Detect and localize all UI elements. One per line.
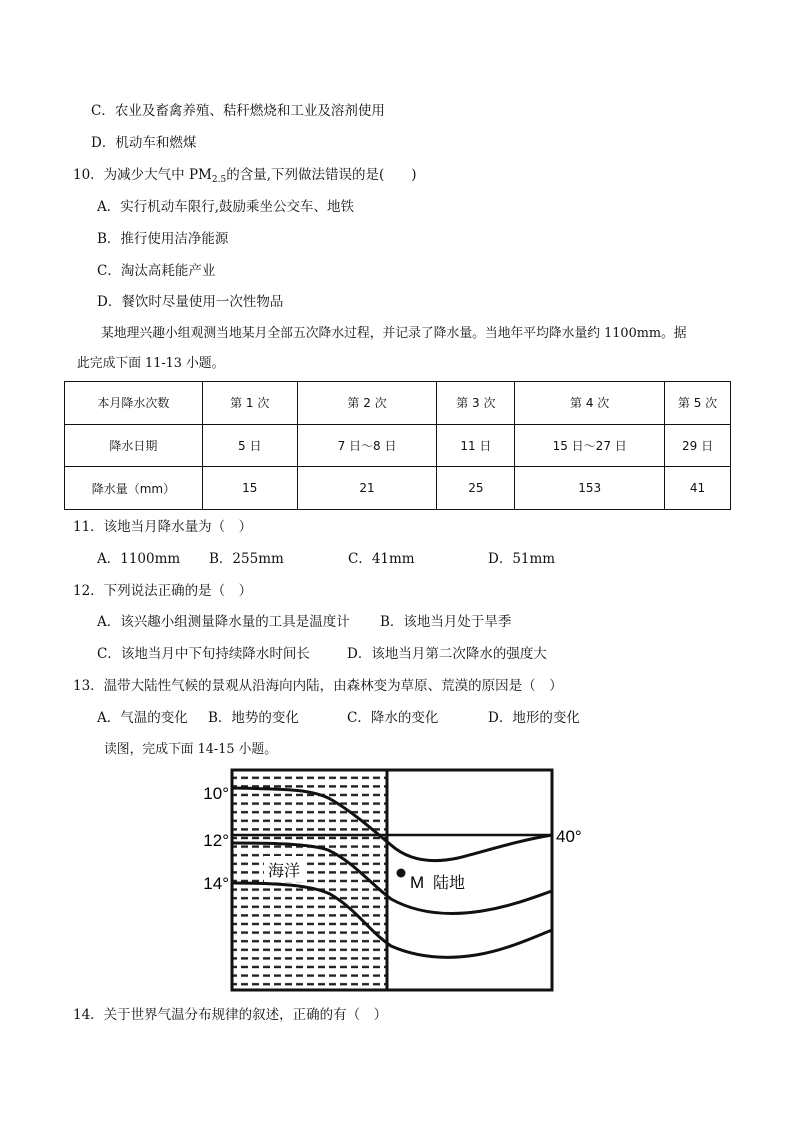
isotherm-figure — [196, 765, 582, 995]
q13-option-c: C．降水的变化 — [347, 710, 439, 726]
ocean-area — [233, 770, 387, 990]
table-cell: 41 — [665, 467, 731, 510]
q10-stem-post: 的含量,下列做法错误的是( ) — [226, 167, 417, 183]
table-row — [65, 467, 731, 510]
q14-stem: 14．关于世界气温分布规律的叙述，正确的有（ ） — [73, 1007, 388, 1023]
table-header-row — [65, 382, 731, 425]
q13-options — [97, 709, 580, 727]
table-cell: 25 — [437, 467, 515, 510]
q11-stem: 11．该地当月降水量为（ ） — [73, 519, 253, 535]
table-header-cell: 第 5 次 — [665, 382, 731, 425]
q12-options-cd — [97, 645, 547, 663]
table-cell: 7 日～8 日 — [297, 424, 437, 467]
q10-option-a: A．实行机动车限行,鼓励乘坐公交车、地铁 — [97, 199, 355, 215]
q10-option-b: B．推行使用洁净能源 — [97, 231, 229, 247]
q12-option-c: C．该地当月中下旬持续降水时间长 — [97, 646, 310, 662]
q9-option-d: D．机动车和燃煤 — [91, 135, 197, 151]
point-m-label: M — [410, 873, 425, 892]
table-cell: 21 — [297, 467, 437, 510]
rainfall-table — [64, 381, 731, 510]
table-cell: 5 日 — [202, 424, 297, 467]
latitude-label-40: 40° — [556, 827, 582, 846]
q13-stem: 13．温带大陆性气候的景观从沿海向内陆，由森林变为草原、荒漠的原因是（ ） — [73, 678, 563, 694]
isotherm-label-12: 12° — [203, 831, 229, 850]
q9-option-c: C．农业及畜禽养殖、秸秆燃烧和工业及溶剂使用 — [91, 103, 385, 119]
land-label: 陆地 — [433, 873, 466, 892]
table-cell: 11 日 — [437, 424, 515, 467]
q10-stem — [73, 166, 417, 189]
table-header-cell: 第 2 次 — [297, 382, 437, 425]
table-cell: 15 — [202, 467, 297, 510]
table-cell: 降水日期 — [65, 424, 203, 467]
q11-option-d: D．51mm — [488, 551, 556, 567]
q13-option-a: A．气温的变化 — [97, 710, 188, 726]
q10-option-c: C．淘汰高耗能产业 — [97, 263, 216, 279]
q10-stem-pre: 10．为减少大气中 PM — [73, 167, 212, 183]
intro-11-13-line1: 某地理兴趣小组观测当地某月全部五次降水过程，并记录了降水量。当地年平均降水量约 1100mm。据 — [101, 326, 687, 341]
q12-option-b: B．该地当月处于旱季 — [380, 614, 512, 630]
q11-option-c: C．41mm — [348, 551, 415, 567]
table-header-cell: 本月降水次数 — [65, 382, 203, 425]
q12-stem: 12．下列说法正确的是（ ） — [73, 583, 253, 599]
ocean-label: 海洋 — [268, 861, 301, 880]
q12-option-d: D．该地当月第二次降水的强度大 — [347, 646, 547, 662]
intro-14-15: 读图，完成下面 14-15 小题。 — [104, 742, 277, 757]
table-cell: 29 日 — [665, 424, 731, 467]
q10-stem-sub: 2.5 — [211, 175, 227, 185]
q12-option-a: A．该兴趣小组测量降水量的工具是温度计 — [97, 614, 350, 630]
intro-11-13-line2: 此完成下面 11-13 小题。 — [77, 356, 225, 371]
table-header-cell: 第 3 次 — [437, 382, 515, 425]
q12-options-ab — [97, 613, 511, 631]
q11-option-b: B．255mm — [209, 551, 284, 567]
q11-option-a: A．1100mm — [97, 551, 181, 567]
table-cell: 15 日～27 日 — [515, 424, 665, 467]
q11-options — [97, 550, 555, 568]
table-row — [65, 424, 731, 467]
table-header-cell: 第 4 次 — [515, 382, 665, 425]
table-cell: 153 — [515, 467, 665, 510]
point-m-marker — [397, 869, 406, 878]
isotherm-label-14: 14° — [203, 874, 229, 893]
table-cell: 降水量（mm） — [65, 467, 203, 510]
q13-option-b: B．地势的变化 — [208, 710, 299, 726]
q13-option-d: D．地形的变化 — [488, 710, 580, 726]
table-header-cell: 第 1 次 — [202, 382, 297, 425]
q10-option-d: D．餐饮时尽量使用一次性物品 — [97, 294, 284, 310]
isotherm-label-10: 10° — [203, 784, 229, 803]
